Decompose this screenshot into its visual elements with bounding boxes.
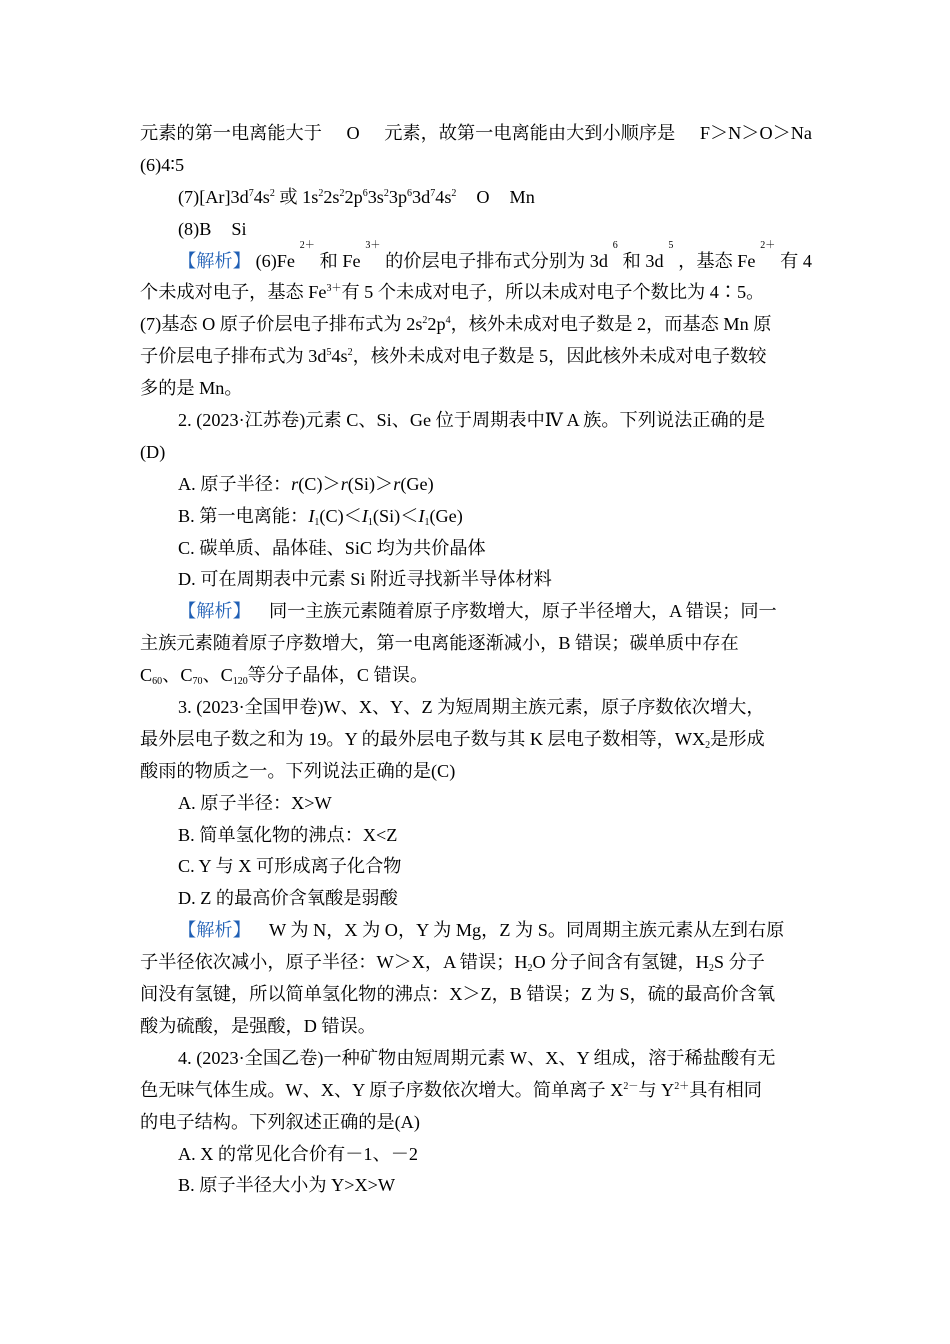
option-c: C. Y 与 X 可形成离子化合物 — [178, 856, 402, 877]
text-line: 子半径依次减小，原子半径：W＞X，A 错误；$H_2O$ 分子间含有氢键，$H_2S$ 分子 — [140, 952, 765, 975]
option-b: B. 第一电离能：$I_1(C)<I_1(Si)<I_1(Ge)$ — [178, 505, 463, 528]
analysis-label: 【解析】 — [178, 250, 251, 271]
option-a: A. 原子半径：r(C)＞r(Si)＞r(Ge) — [178, 473, 434, 494]
answer-7: $(7)[Ar]3d^74s^2$ 或 $1s^22s^22p^63s^23p^63d^74s^2$ O Mn — [178, 186, 535, 207]
text-line: 元素的第一电离能大于 O 元素，故第一电离能由大到小顺序是 F＞N＞O＞Na — [140, 123, 812, 143]
option-a: A. 原子半径：X>W — [178, 792, 332, 813]
option-a: A. X 的常见化合价有－1、－2 — [178, 1143, 418, 1164]
option-c: C. 碳单质、晶体硅、SiC 均为共价晶体 — [178, 537, 486, 558]
analysis-line: 【解析】 W 为 N，X 为 O，Y 为 Mg，Z 为 S。同周期主族元素从左到右原 — [140, 915, 812, 947]
text-line: 酸雨的物质之一。下列说法正确的是(C) — [140, 760, 456, 781]
option-d: D. 可在周期表中元素 Si 附近寻找新半导体材料 — [178, 569, 552, 590]
analysis-label: 【解析】 — [178, 601, 251, 622]
text-line: 色无味气体生成。W、X、Y 原子序数依次增大。简单离子 $X^{2-}$与 $Y^{2+}$具有相同 — [140, 1079, 762, 1100]
answer-8: (8)B Si — [178, 218, 247, 239]
option-d: D. Z 的最高价含氧酸是弱酸 — [178, 888, 398, 909]
text-line: 个未成对电子，基态 $Fe^{3+}$有 5 个未成对电子，所以未成对电子个数比为 4∶5。 — [140, 282, 765, 303]
option-b: B. 原子半径大小为 Y>X>W — [178, 1175, 396, 1196]
question-3: 3. (2023·全国甲卷)W、X、Y、Z 为短周期主族元素，原子序数依次增大， — [178, 697, 765, 718]
text-line: 最外层电子数之和为 19。Y 的最外层电子数与其 K 层电子数相等，$WX_2$是形成 — [140, 728, 765, 751]
text-line: $C_{60}$、$C_{70}$、$C_{120}$等分子晶体，C 错误。 — [140, 665, 429, 688]
analysis-line: 【解析】 (6)Fe 2＋ 和 Fe 3＋ 的价层电子排布式分别为 3d 6 和 3d 5 ，基态 Fe 2＋ 有 4 — [140, 246, 812, 278]
option-b: B. 简单氢化物的沸点：X<Z — [178, 824, 398, 845]
question-2-answer: (D) — [140, 441, 166, 462]
text-line: 的电子结构。下列叙述正确的是(A) — [140, 1111, 420, 1132]
text-line: 酸为硫酸，是强酸，D 错误。 — [140, 1015, 376, 1036]
text-line: (7)基态 O 原子价层电子排布式为 $2s^22p^4$，核外未成对电子数是 2，而基态 Mn 原 — [140, 314, 772, 335]
question-4: 4. (2023·全国乙卷)一种矿物由短周期元素 W、X、Y 组成，溶于稀盐酸有无 — [178, 1047, 776, 1068]
document-page — [140, 118, 812, 1202]
analysis-label: 【解析】 — [178, 920, 251, 941]
text-line: 子价层电子排布式为 $3d^54s^2$，核外未成对电子数是 5，因此核外未成对电子数较 — [140, 346, 767, 367]
text-line: 多的是 Mn。 — [140, 378, 243, 399]
analysis-line: 【解析】 同一主族元素随着原子序数增大，原子半径增大，A 错误；同一 — [140, 596, 812, 628]
question-2: 2. (2023·江苏卷)元素 C、Si、Ge 位于周期表中Ⅳ A 族。下列说法正确的是 — [178, 410, 766, 431]
text-line: 主族元素随着原子序数增大，第一电离能逐渐减小，B 错误；碳单质中存在 — [140, 633, 739, 654]
answer-6: (6)4∶5 — [140, 154, 185, 175]
text-line: 间没有氢键，所以简单氢化物的沸点：X＞Z，B 错误；Z 为 S，硫的最高价含氧 — [140, 984, 776, 1005]
